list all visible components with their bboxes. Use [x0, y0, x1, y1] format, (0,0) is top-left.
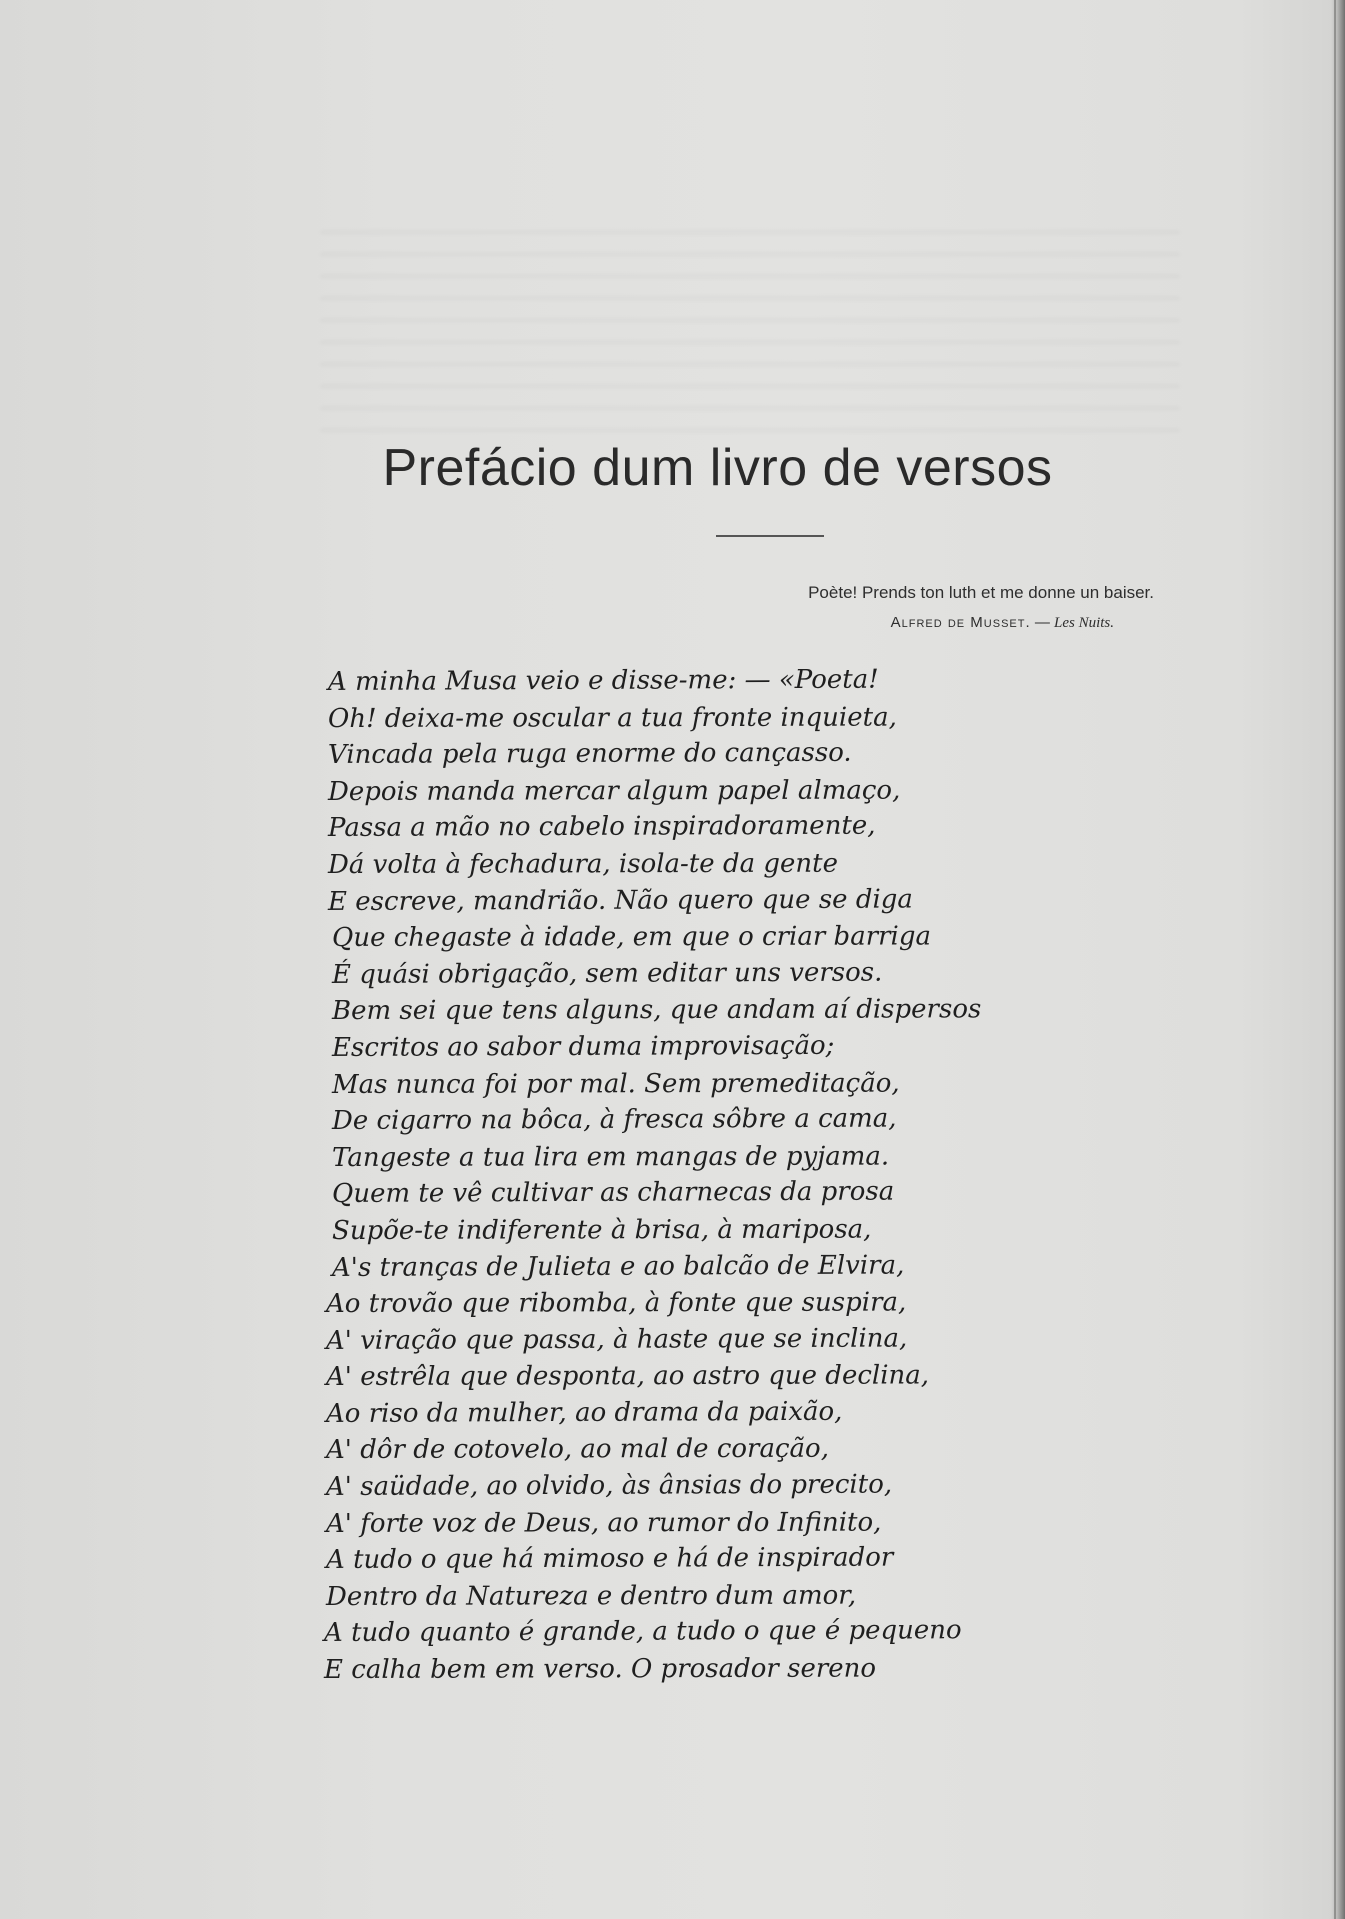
- poem-line: De cigarro na bôca, à fresca sôbre a cama,: [331, 1103, 897, 1137]
- poem-line: Que chegaste à idade, em que o criar barriga: [331, 921, 932, 954]
- poem-line: A minha Musa veio e disse-me: — «Poeta!: [327, 664, 879, 697]
- title-divider: [716, 535, 824, 537]
- poem-line: A's tranças de Julieta e ao balcão de Elvira,: [331, 1249, 905, 1283]
- poem-line: Oh! deixa-me oscular a tua fronte inquieta,: [327, 702, 897, 734]
- page-edge-shadow: [1331, 0, 1345, 1919]
- poem-body: [323, 664, 1128, 1689]
- poem-line: Passa a mão no cabelo inspiradoramente,: [327, 810, 876, 844]
- poem-line: Quem te vê cultivar as charnecas da prosa: [331, 1176, 895, 1210]
- poem-line: É quási obrigação, sem editar uns versos.: [331, 957, 883, 990]
- epigraph-separator: —: [1034, 614, 1050, 631]
- poem-line: A tudo o que há mimoso e há de inspirador: [325, 1542, 894, 1576]
- poem-line: A' dôr de cotovelo, ao mal de coração,: [325, 1434, 829, 1466]
- poem-line: E escreve, mandrião. Não quero que se diga: [327, 884, 913, 917]
- poem-line: Depois manda mercar algum papel almaço,: [327, 775, 901, 807]
- page-title: Prefácio dum livro de versos: [382, 439, 1053, 497]
- epigraph-author: Alfred de Musset.: [890, 614, 1031, 631]
- poem-line: Vincada pela ruga enorme do cançasso.: [327, 737, 852, 771]
- poem-line: Tangeste a tua lira em mangas de pyjama.: [331, 1141, 890, 1173]
- epigraph-quote: Poète! Prends ton luth et me donne un baiser.: [808, 583, 1154, 602]
- show-through-texture: [320, 230, 1180, 450]
- poem-line: A' forte voz de Deus, ao rumor do Infinito,: [325, 1507, 882, 1539]
- poem-line: Dá volta à fechadura, isola-te da gente: [327, 848, 838, 880]
- poem-line: Dentro da Natureza e dentro dum amor,: [325, 1580, 857, 1612]
- epigraph-work: Les Nuits.: [1053, 615, 1114, 631]
- epigraph: [660, 578, 1154, 638]
- poem-line: A' saüdade, ao olvido, às ânsias do precito,: [325, 1469, 893, 1503]
- poem-line: Bem sei que tens alguns, que andam aí dispersos: [331, 994, 982, 1027]
- poem-line: A tudo quanto é grande, a tudo o que é pequeno: [323, 1615, 962, 1649]
- poem-line: Mas nunca foi por mal. Sem premeditação,: [331, 1068, 900, 1100]
- poem-line: A' estrêla que desponta, ao astro que declina,: [325, 1360, 930, 1393]
- poem-line: Escritos ao sabor duma improvisação;: [331, 1030, 835, 1063]
- poem-line: Supõe-te indiferente à brisa, à mariposa,: [331, 1214, 872, 1246]
- poem-line: E calha bem em verso. O prosador sereno: [323, 1653, 877, 1686]
- poem-line: Ao trovão que ribomba, à fonte que suspira,: [325, 1287, 907, 1320]
- poem-line: Ao riso da mulher, ao drama da paixão,: [325, 1396, 843, 1429]
- poem-line: A' viração que passa, à haste que se inclina,: [325, 1323, 908, 1356]
- epigraph-attribution: [660, 608, 1154, 638]
